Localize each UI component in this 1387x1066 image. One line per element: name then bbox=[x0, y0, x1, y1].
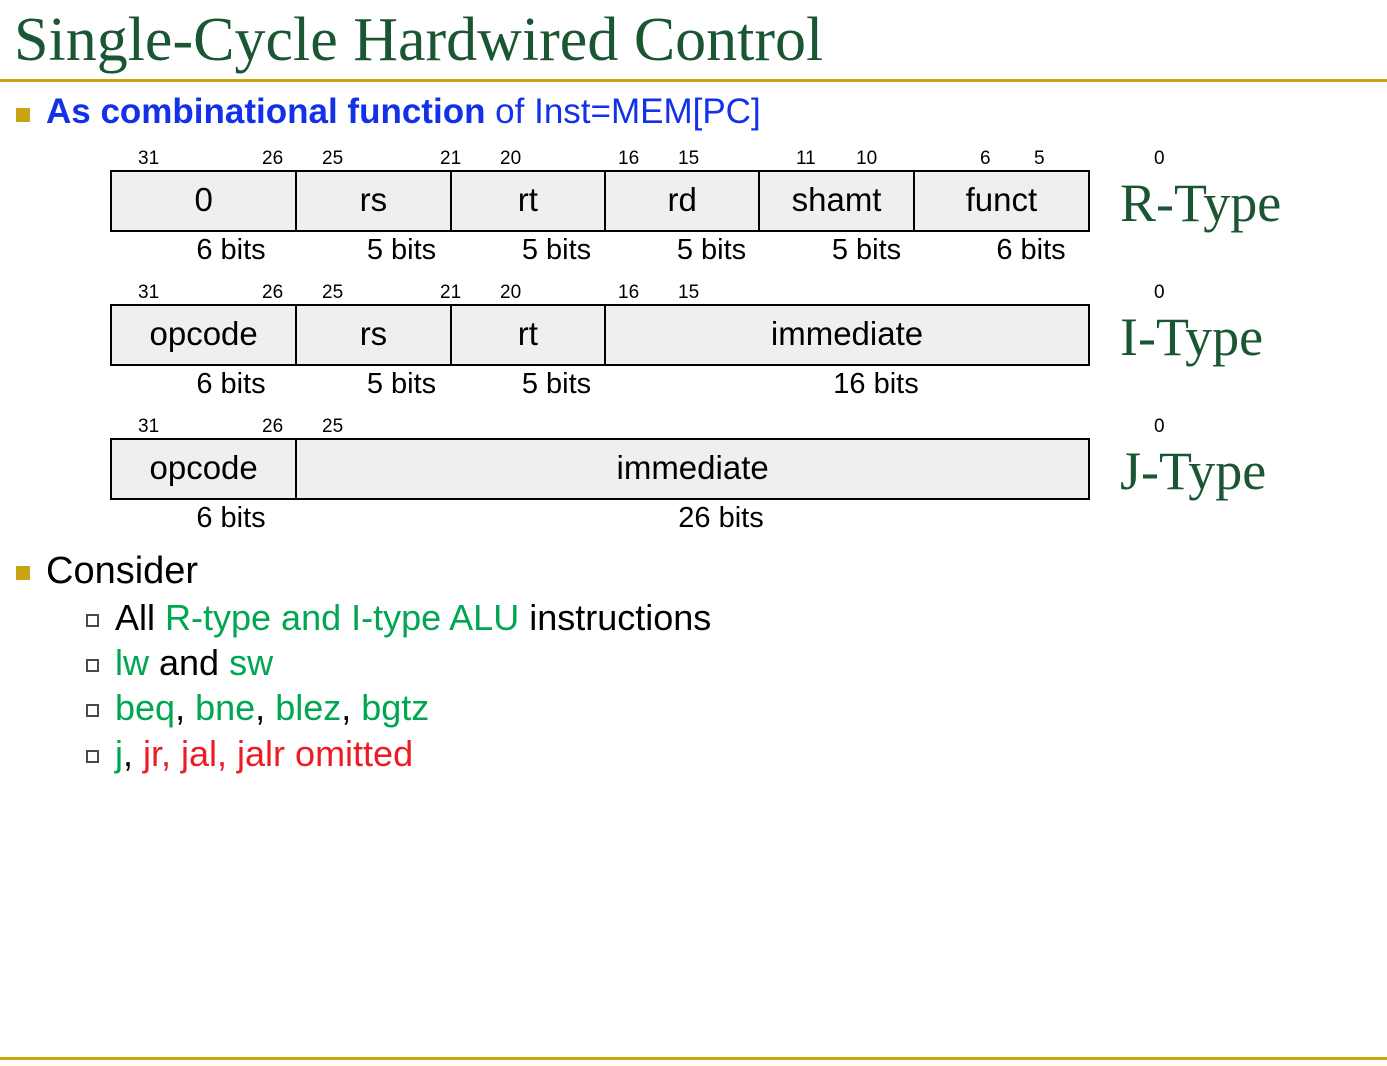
bit-number: 31 bbox=[138, 148, 160, 170]
sub-part: , bbox=[175, 687, 196, 729]
sub-bullet-text bbox=[115, 596, 711, 639]
hollow-square-bullet-icon bbox=[86, 614, 99, 627]
field-cell: rt bbox=[452, 172, 606, 230]
instruction-format-diagrams bbox=[110, 148, 1387, 540]
field-width-label: 6 bits bbox=[196, 502, 266, 535]
field-cell: rt bbox=[452, 306, 606, 364]
bullet-strong-text: As combinational function bbox=[46, 92, 486, 132]
bullet-text bbox=[46, 92, 761, 132]
hollow-square-bullet-icon bbox=[86, 704, 99, 717]
hollow-square-bullet-icon bbox=[86, 750, 99, 763]
bit-number: 20 bbox=[500, 282, 522, 304]
bit-number: 0 bbox=[1154, 416, 1165, 438]
format-block-j-type bbox=[110, 416, 1387, 540]
sub-bullet-branches bbox=[86, 686, 1387, 729]
bit-number: 26 bbox=[262, 282, 284, 304]
hollow-square-bullet-icon bbox=[86, 659, 99, 672]
sub-part: blez bbox=[275, 687, 342, 729]
bit-number: 25 bbox=[322, 148, 344, 170]
sub-part: , bbox=[123, 732, 144, 774]
field-cell: rd bbox=[606, 172, 760, 230]
sub-part: instructions bbox=[519, 597, 712, 639]
sub-bullet-text bbox=[115, 732, 413, 775]
format-block-i-type bbox=[110, 282, 1387, 406]
title-divider bbox=[0, 79, 1387, 82]
sub-part: , bbox=[341, 687, 362, 729]
sub-part: sw bbox=[229, 642, 274, 684]
sub-part: beq bbox=[115, 687, 176, 729]
field-width-label: 5 bits bbox=[521, 368, 592, 401]
field-cell: funct bbox=[915, 172, 1088, 230]
page-title: Single-Cycle Hardwired Control bbox=[14, 6, 824, 74]
bit-number: 26 bbox=[262, 416, 284, 438]
square-bullet-icon bbox=[16, 566, 30, 580]
bit-number: 25 bbox=[322, 282, 344, 304]
field-cell: 0 bbox=[112, 172, 297, 230]
field-cell: opcode bbox=[112, 440, 297, 498]
sub-bullet-text bbox=[115, 641, 273, 684]
bit-number: 31 bbox=[138, 282, 160, 304]
bit-numbers-i-type bbox=[110, 282, 1165, 304]
sub-bullet-lw-sw bbox=[86, 641, 1387, 684]
sub-part: lw bbox=[115, 642, 149, 684]
bit-numbers-j-type bbox=[110, 416, 1165, 438]
bullet-consider bbox=[16, 550, 1387, 594]
sub-bullet-text bbox=[115, 686, 429, 729]
field-cell: opcode bbox=[112, 306, 297, 364]
field-width-label: 6 bits bbox=[196, 368, 266, 401]
field-width-label: 5 bits bbox=[366, 234, 437, 267]
field-width-label: 5 bits bbox=[676, 234, 747, 267]
bit-number: 0 bbox=[1154, 282, 1165, 304]
field-widths-i-type bbox=[110, 366, 1090, 406]
field-widths-j-type bbox=[110, 500, 1090, 540]
field-width-label: 6 bits bbox=[196, 234, 266, 267]
sub-part: , bbox=[255, 687, 276, 729]
sub-part: bgtz bbox=[361, 687, 430, 729]
field-cell: immediate bbox=[606, 306, 1088, 364]
field-row-r-type bbox=[110, 170, 1090, 232]
sub-part: j bbox=[115, 732, 123, 774]
sub-bullet-rtype-itype-alu bbox=[86, 596, 1387, 639]
bit-numbers-r-type bbox=[110, 148, 1165, 170]
field-cell: immediate bbox=[297, 440, 1088, 498]
bit-number: 10 bbox=[856, 148, 878, 170]
sub-part: bne bbox=[195, 687, 256, 729]
bit-number: 16 bbox=[618, 148, 640, 170]
bit-number: 20 bbox=[500, 148, 522, 170]
sub-part: All bbox=[115, 597, 166, 639]
field-width-label: 5 bits bbox=[521, 234, 592, 267]
bit-number: 21 bbox=[440, 282, 462, 304]
bullet-text: Consider bbox=[46, 550, 199, 593]
bit-number: 16 bbox=[618, 282, 640, 304]
bit-number: 5 bbox=[1034, 148, 1045, 170]
bit-number: 0 bbox=[1154, 148, 1165, 170]
field-width-label: 5 bits bbox=[366, 368, 437, 401]
sub-part: jr, jal, jalr omitted bbox=[143, 732, 414, 774]
sub-part: and bbox=[149, 642, 230, 684]
format-type-label-j: J-Type bbox=[1120, 441, 1267, 502]
bit-number: 26 bbox=[262, 148, 284, 170]
field-row-j-type bbox=[110, 438, 1090, 500]
bit-number: 6 bbox=[980, 148, 991, 170]
bit-number: 25 bbox=[322, 416, 344, 438]
field-row-i-type bbox=[110, 304, 1090, 366]
bit-number: 15 bbox=[678, 148, 700, 170]
field-width-label: 16 bits bbox=[833, 368, 919, 401]
field-widths-r-type bbox=[110, 232, 1090, 272]
bit-number: 21 bbox=[440, 148, 462, 170]
field-width-label: 5 bits bbox=[831, 234, 902, 267]
bullet-rest-text: of Inst=MEM[PC] bbox=[485, 92, 761, 132]
format-block-r-type bbox=[110, 148, 1387, 272]
bottom-divider bbox=[0, 1057, 1387, 1060]
field-width-label: 6 bits bbox=[996, 234, 1066, 267]
bit-number: 15 bbox=[678, 282, 700, 304]
format-type-label-r: R-Type bbox=[1120, 173, 1282, 234]
sub-part: R-type and I-type ALU bbox=[165, 597, 520, 639]
sub-bullet-jumps-omitted bbox=[86, 732, 1387, 775]
bullet-combinational-function bbox=[16, 92, 1387, 132]
field-width-label: 26 bits bbox=[678, 502, 764, 535]
format-type-label-i: I-Type bbox=[1120, 307, 1264, 368]
square-bullet-icon bbox=[16, 108, 30, 122]
field-cell: rs bbox=[297, 172, 451, 230]
field-cell: shamt bbox=[760, 172, 914, 230]
field-cell: rs bbox=[297, 306, 451, 364]
bit-number: 11 bbox=[796, 148, 816, 170]
bit-number: 31 bbox=[138, 416, 160, 438]
